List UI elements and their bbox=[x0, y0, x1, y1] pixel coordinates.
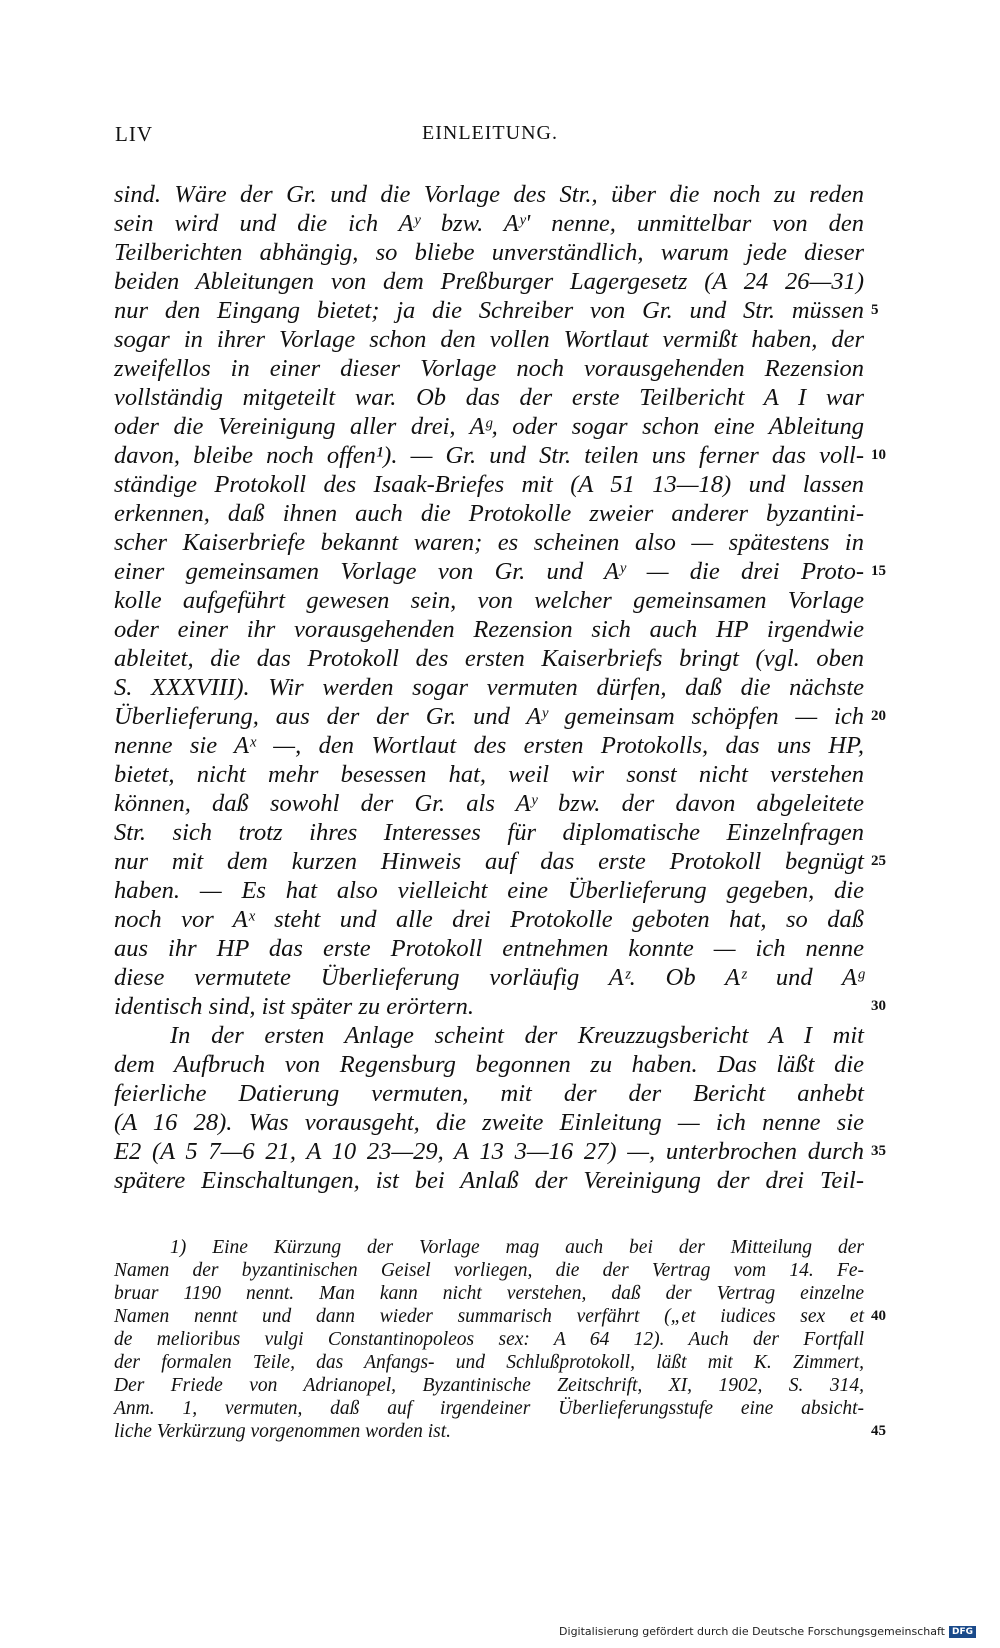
line-text: oder die Vereinigung aller drei, Aᵍ, oder sogar schon eine Ableitung bbox=[114, 413, 864, 440]
line-text: kolle aufgeführt gewesen sein, von welcher gemeinsamen Vorlage bbox=[114, 587, 864, 614]
footnote-line bbox=[114, 1374, 864, 1397]
line-text: dem Aufbruch von Regensburg begonnen zu haben. Das läßt die bbox=[114, 1051, 864, 1078]
text-line bbox=[114, 934, 864, 963]
line-text: vollständig mitgeteilt war. Ob das der erste Teilbericht A I war bbox=[114, 384, 864, 411]
text-line bbox=[114, 296, 879, 325]
footnote-line bbox=[114, 1420, 886, 1443]
text-line bbox=[114, 412, 864, 441]
footnote-line bbox=[114, 1259, 864, 1282]
line-text: scher Kaiserbriefe bekannt waren; es scheinen also — spätestens in bbox=[114, 529, 864, 556]
text-line bbox=[114, 1079, 864, 1108]
page-header bbox=[115, 122, 865, 152]
line-text: S. XXXVIII). Wir werden sogar vermuten dürfen, daß die nächste bbox=[114, 674, 864, 701]
line-text: sein wird und die ich Aʸ bzw. Aʸ' nenne, unmittelbar von den bbox=[114, 210, 864, 237]
text-line bbox=[114, 644, 864, 673]
line-text: der formalen Teile, das Anfangs- und Schlußprotokoll, läßt mit K. Zimmert, bbox=[114, 1352, 864, 1373]
text-line bbox=[114, 905, 864, 934]
line-text: (A 16 28). Was vorausgeht, die zweite Einleitung — ich nenne sie bbox=[114, 1109, 864, 1136]
line-text: Namen der byzantinischen Geisel vorliegen, die der Vertrag vom 14. Fe- bbox=[114, 1260, 864, 1281]
text-line bbox=[114, 615, 864, 644]
line-text: zweifellos in einer dieser Vorlage noch vorausgehenden Rezension bbox=[114, 355, 864, 382]
footnote-line bbox=[114, 1305, 886, 1328]
line-text: beiden Ableitungen von dem Preßburger Lagergesetz (A 24 26—31) bbox=[114, 268, 864, 295]
text-line bbox=[114, 673, 864, 702]
line-text: aus ihr HP das erste Protokoll entnehmen konnte — ich nenne bbox=[114, 935, 864, 962]
footnote-block bbox=[114, 1236, 886, 1443]
text-line bbox=[114, 731, 864, 760]
line-text: nenne sie Aˣ —, den Wortlaut des ersten Protokolls, das uns HP, bbox=[114, 732, 864, 759]
line-number: 5 bbox=[871, 302, 879, 318]
line-text: noch vor Aˣ steht und alle drei Protokolle geboten hat, so daß bbox=[114, 906, 864, 933]
text-line bbox=[114, 760, 864, 789]
line-number: 30 bbox=[871, 998, 886, 1014]
line-number: 15 bbox=[871, 563, 886, 579]
line-text: spätere Einschaltungen, ist bei Anlaß der Vereinigung der drei Teil- bbox=[114, 1167, 864, 1194]
text-line bbox=[114, 876, 864, 905]
text-line bbox=[114, 267, 864, 296]
line-text: 1) Eine Kürzung der Vorlage mag auch bei der Mitteilung der bbox=[170, 1237, 864, 1258]
line-text: oder einer ihr vorausgehenden Rezension sich auch HP irgendwie bbox=[114, 616, 864, 643]
line-number: 25 bbox=[871, 853, 886, 869]
line-number: 35 bbox=[871, 1143, 886, 1159]
text-line bbox=[114, 209, 864, 238]
line-text: Anm. 1, vermuten, daß auf irgendeiner Überlieferungsstufe eine absicht- bbox=[114, 1398, 864, 1419]
text-line bbox=[114, 1108, 864, 1137]
footnote-line bbox=[114, 1397, 864, 1420]
line-number: 45 bbox=[871, 1423, 886, 1439]
text-line bbox=[114, 1166, 864, 1195]
line-text: feierliche Datierung vermuten, mit der der Bericht anhebt bbox=[114, 1080, 864, 1107]
line-text: Str. sich trotz ihres Interesses für diplomatische Einzelnfragen bbox=[114, 819, 864, 846]
line-text: liche Verkürzung vorgenommen worden ist. bbox=[114, 1421, 452, 1442]
line-text: E2 (A 5 7—6 21, A 10 23—29, A 13 3—16 27) —, unterbrochen durch bbox=[114, 1138, 864, 1165]
line-text: identisch sind, ist später zu erörtern. bbox=[114, 993, 475, 1020]
line-text: davon, bleibe noch offen¹). — Gr. und Str. teilen uns ferner das voll- bbox=[114, 442, 864, 469]
line-text: nur den Eingang bietet; ja die Schreiber von Gr. und Str. müssen bbox=[114, 297, 864, 324]
line-number: 40 bbox=[871, 1308, 886, 1324]
text-line bbox=[114, 702, 886, 731]
text-line bbox=[114, 325, 864, 354]
line-text: Teilberichten abhängig, so bliebe unverständlich, warum jede dieser bbox=[114, 239, 864, 266]
line-text: ständige Protokoll des Isaak-Briefes mit (A 51 13—18) und lassen bbox=[114, 471, 864, 498]
text-line bbox=[114, 586, 864, 615]
line-number: 10 bbox=[871, 447, 886, 463]
text-line bbox=[114, 847, 886, 876]
main-text-block bbox=[114, 180, 886, 1195]
text-line bbox=[114, 180, 864, 209]
text-line bbox=[114, 1137, 886, 1166]
text-line bbox=[114, 789, 864, 818]
line-text: sogar in ihrer Vorlage schon den vollen Wortlaut vermißt haben, der bbox=[114, 326, 864, 353]
text-line bbox=[114, 383, 864, 412]
line-text: nur mit dem kurzen Hinweis auf das erste Protokoll begnügt bbox=[114, 848, 864, 875]
line-number: 20 bbox=[871, 708, 886, 724]
line-text: diese vermutete Überlieferung vorläufig Aᶻ. Ob Aᶻ und Aᵍ bbox=[114, 964, 864, 991]
text-line bbox=[114, 354, 864, 383]
text-line bbox=[114, 528, 864, 557]
footnote-line bbox=[114, 1236, 864, 1259]
dfg-logo: DFG bbox=[949, 1626, 976, 1638]
line-text: In der ersten Anlage scheint der Kreuzzugsbericht A I mit bbox=[170, 1022, 864, 1049]
text-line bbox=[114, 441, 886, 470]
line-text: bruar 1190 nennt. Man kann nicht verstehen, daß der Vertrag einzelne bbox=[114, 1283, 864, 1304]
footnote-line bbox=[114, 1282, 864, 1305]
footnote-line bbox=[114, 1328, 864, 1351]
line-text: sind. Wäre der Gr. und die Vorlage des Str., über die noch zu reden bbox=[114, 181, 864, 208]
footnote-line bbox=[114, 1351, 864, 1374]
text-line bbox=[114, 499, 864, 528]
page-number: LIV bbox=[115, 122, 153, 146]
line-text: erkennen, daß ihnen auch die Protokolle zweier anderer byzantini- bbox=[114, 500, 864, 527]
line-text: Überlieferung, aus der der Gr. und Aʸ gemeinsam schöpfen — ich bbox=[114, 703, 864, 730]
line-text: Der Friede von Adrianopel, Byzantinische Zeitschrift, XI, 1902, S. 314, bbox=[114, 1375, 864, 1396]
text-line bbox=[114, 963, 864, 992]
text-line bbox=[114, 1050, 864, 1079]
line-text: einer gemeinsamen Vorlage von Gr. und Aʸ — die drei Proto- bbox=[114, 558, 864, 585]
running-title: EINLEITUNG. bbox=[422, 122, 558, 144]
text-line bbox=[114, 557, 886, 586]
text-line bbox=[114, 470, 864, 499]
digitization-text: Digitalisierung gefördert durch die Deutsche Forschungsgemeinschaft bbox=[559, 1625, 945, 1638]
line-text: de melioribus vulgi Constantinopoleos sex: A 64 12). Auch der Fortfall bbox=[114, 1329, 864, 1350]
line-text: bietet, nicht mehr besessen hat, weil wir sonst nicht verstehen bbox=[114, 761, 864, 788]
digitization-credit bbox=[559, 1625, 976, 1638]
line-text: haben. — Es hat also vielleicht eine Überlieferung gegeben, die bbox=[114, 877, 864, 904]
line-text: können, daß sowohl der Gr. als Aʸ bzw. der davon abgeleitete bbox=[114, 790, 864, 817]
text-line bbox=[114, 818, 864, 847]
text-line bbox=[114, 1021, 864, 1050]
line-text: Namen nennt und dann wieder summarisch verfährt („et iudices sex et bbox=[114, 1306, 864, 1327]
text-line bbox=[114, 992, 886, 1021]
text-line bbox=[114, 238, 864, 267]
line-text: ableitet, die das Protokoll des ersten Kaiserbriefs bringt (vgl. oben bbox=[114, 645, 864, 672]
